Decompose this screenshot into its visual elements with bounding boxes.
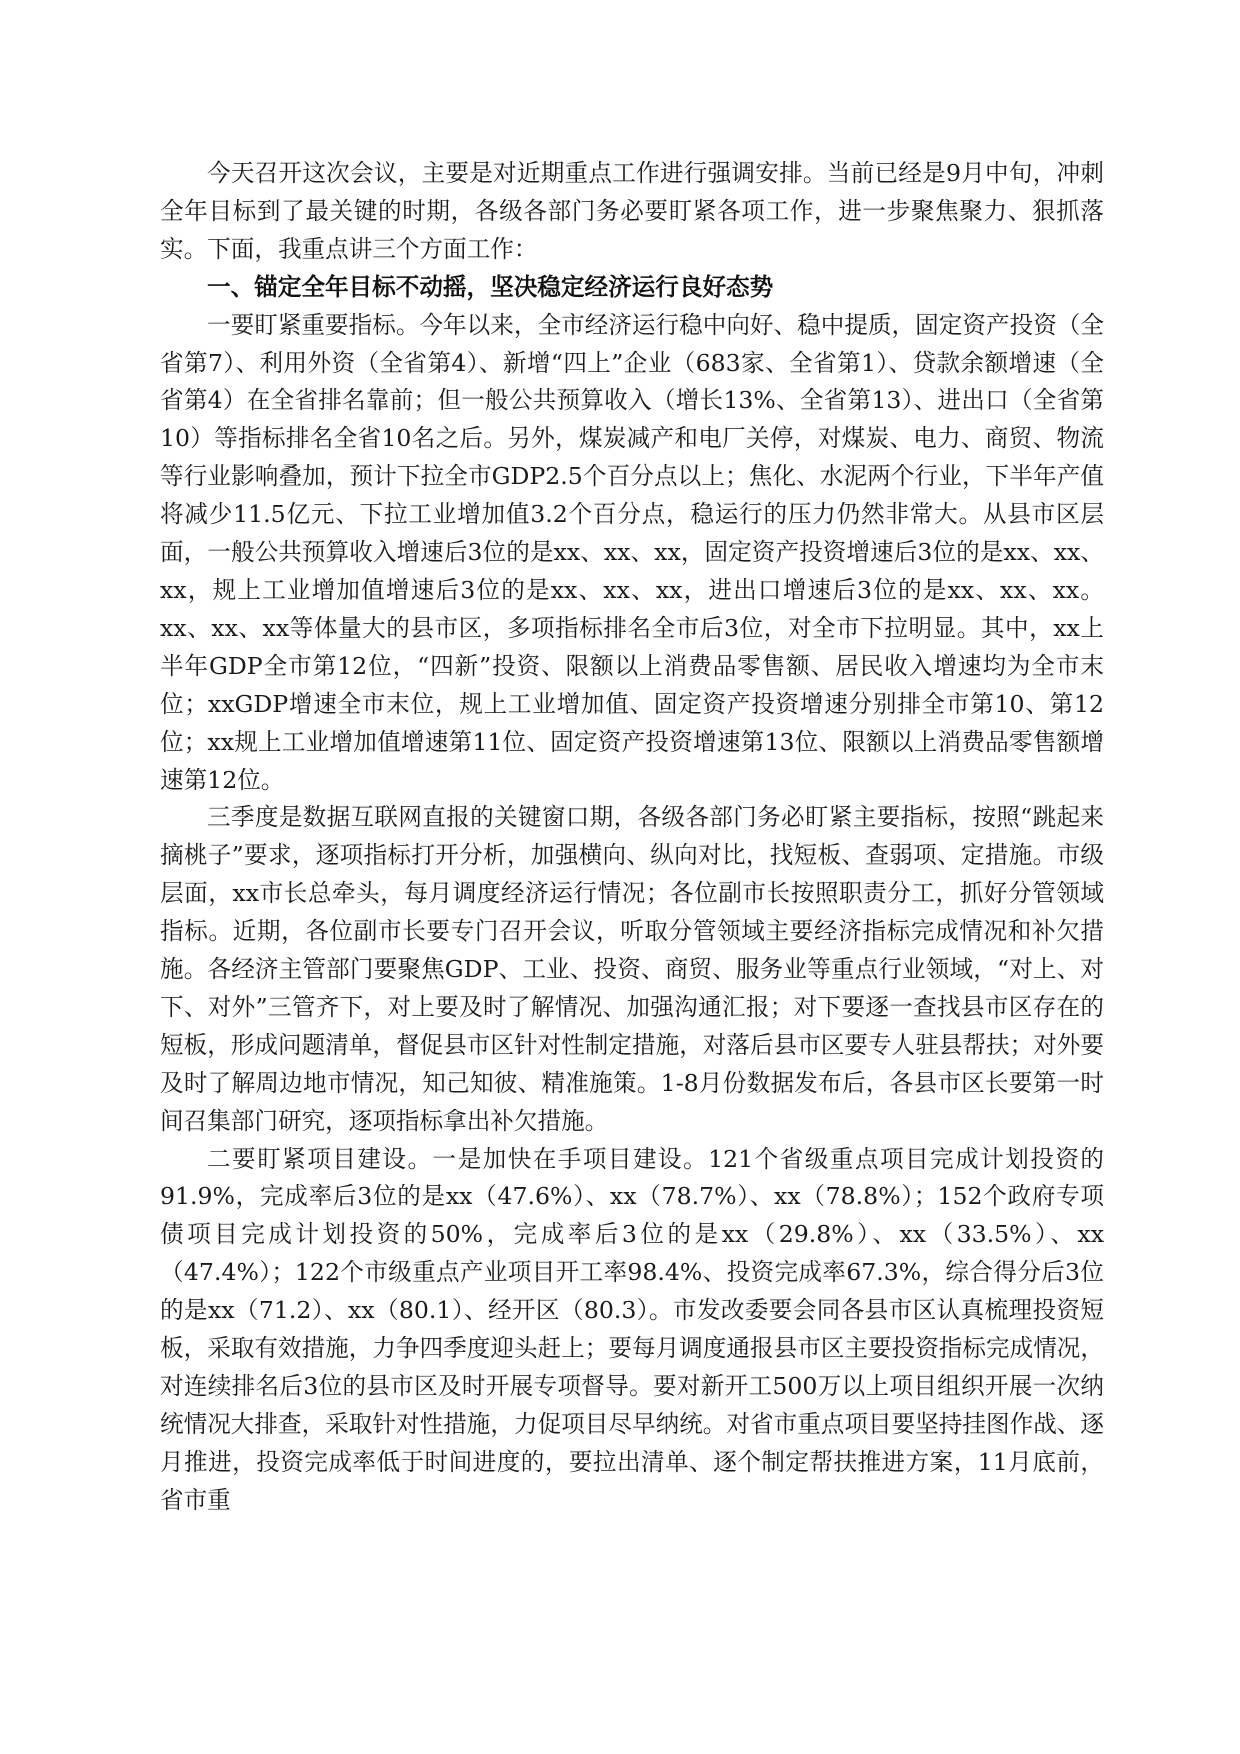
section-heading: 一、锚定全年目标不动摇，坚决稳定经济运行良好态势 [207, 272, 774, 301]
document-page [160, 155, 1104, 1520]
indicators-paragraph: 一要盯紧重要指标。今年以来，全市经济运行稳中向好、稳中提质，固定资产投资（全省第7）、利用外资（全省第4）、新增“四上”企业（683家、全省第1）、贷款余额增速（全省第4）在全省排名靠前；但一般公共预算收入（增长13%、全省第13）、进出口（全省第10）等指标排名全省10名之后。另外，煤炭减产和电厂关停，对煤炭、电力、商贸、物流等行业影响叠加，预计下拉全市GDP2.5个百分点以上；焦化、水泥两个行业，下半年产值将减少11.5亿元、下拉工业增加值3.2个百分点，稳运行的压力仍然非常大。从县市区层面，一般公共预算收入增速后3位的是xx、xx、xx，固定资产投资增速后3位的是xx、xx、xx，规上工业增加值增速后3位的是xx、xx、xx，进出口增速后3位的是xx、xx、xx。xx、xx、xx等体量大的县市区，多项指标排名全市后3位，对全市下拉明显。其中，xx上半年GDP全市第12位，“四新”投资、限额以上消费品零售额、居民收入增速均为全市末位；xxGDP增速全市末位，规上工业增加值、固定资产投资增速分别排全市第10、第12位；xx规上工业增加值增速第11位、固定资产投资增速第13位、限额以上消费品零售额增速第12位。 [160, 310, 1104, 794]
third-quarter-paragraph: 三季度是数据互联网直报的关键窗口期，各级各部门务必盯紧主要指标，按照“跳起来摘桃子”要求，逐项指标打开分析，加强横向、纵向对比，找短板、查弱项、定措施。市级层面，xx市长总牵头，每月调度经济运行情况；各位副市长按照职责分工，抓好分管领域指标。近期，各位副市长要专门召开会议，听取分管领域主要经济指标完成情况和补欠措施。各经济主管部门要聚焦GDP、工业、投资、商贸、服务业等重点行业领域，“对上、对下、对外”三管齐下，对上要及时了解情况、加强沟通汇报；对下要逐一查找县市区存在的短板，形成问题清单，督促县市区针对性制定措施，对落后县市区要专人驻县帮扶；对外要及时了解周边地市情况，知己知彼、精准施策。1-8月份数据发布后，各县市区长要第一时间召集部门研究，逐项指标拿出补欠措施。 [160, 803, 1104, 1135]
intro-paragraph: 今天召开这次会议，主要是对近期重点工作进行强调安排。当前已经是9月中旬，冲刺全年目标到了最关键的时期，各级各部门务必要盯紧各项工作，进一步聚焦聚力、狠抓落实。下面，我重点讲三个方面工作： [160, 159, 1104, 263]
projects-paragraph: 二要盯紧项目建设。一是加快在手项目建设。121个省级重点项目完成计划投资的91.9%，完成率后3位的是xx（47.6%）、xx（78.7%）、xx（78.8%）；152个政府专项债项目完成计划投资的50%，完成率后3位的是xx（29.8%）、xx（33.5%）、xx（47.4%）；122个市级重点产业项目开工率98.4%、投资完成率67.3%，综合得分后3位的是xx（71.2）、xx（80.1）、经开区（80.3）。市发改委要会同各县市区认真梳理投资短板，采取有效措施，力争四季度迎头赶上；要每月调度通报县市区主要投资指标完成情况，对连续排名后3位的县市区及时开展专项督导。要对新开工500万以上项目组织开展一次纳统情况大排查，采取针对性措施，力促项目尽早纳统。对省市重点项目要坚持挂图作战、逐月推进，投资完成率低于时间进度的，要拉出清单、逐个制定帮扶推进方案，11月底前，省市重 [160, 1144, 1104, 1514]
